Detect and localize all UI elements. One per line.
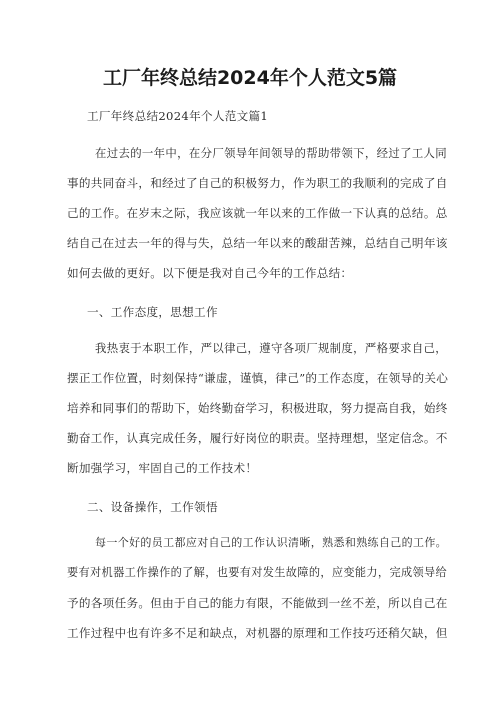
paragraph-line: 摆正工作位置，时刻保持“谦虚，谨慎，律己”的工作态度，在领导的关心 — [67, 371, 449, 385]
paragraph-line: 予的各项任务。但由于自己的能力有限，不能做到一丝不差，所以自己在 — [67, 596, 448, 610]
document-title: 工厂年终总结2024年个人范文5篇 — [102, 67, 398, 89]
paragraph-line: 如何去做的更好。以下便是我对自己今年的工作总结： — [67, 266, 353, 280]
paragraph-line: 结自己在过去一年的得与失，总结一年以来的酸甜苦辣，总结自己明年该 — [67, 236, 448, 250]
paragraph-line: 我热衷于本职工作，严以律己，遵守各项厂规制度，严格要求自己， — [95, 341, 447, 355]
paragraph-line: 断加强学习，牢固自己的工作技术！ — [67, 461, 258, 475]
section-heading: 二、设备操作，工作领悟 — [87, 500, 218, 514]
paragraph-line: 培养和同事们的帮助下，始终勤奋学习，积极进取，努力提高自我，始终 — [67, 401, 448, 415]
paragraph-line: 勤奋工作，认真完成任务，履行好岗位的职责。坚持理想，坚定信念。不 — [67, 431, 448, 445]
document-subtitle: 工厂年终总结2024年个人范文篇1 — [87, 109, 269, 123]
paragraph-line: 每一个好的员工都应对自己的工作认识清晰，熟悉和熟练自己的工作。 — [95, 536, 447, 549]
paragraph-line: 工作过程中也有许多不足和缺点，对机器的原理和工作技巧还稍欠缺，但 — [67, 626, 448, 640]
paragraph-line: 己的工作。在岁末之际，我应该就一年以来的工作做一下认真的总结。总 — [67, 206, 448, 220]
paragraph-line: 在过去的一年中，在分厂领导年间领导的帮助带领下，经过了工人同 — [95, 146, 447, 160]
section-heading: 一、工作态度，思想工作 — [87, 305, 218, 319]
paragraph-line: 要有对机器工作操作的了解，也要有对发生故障的，应变能力，完成领导给 — [67, 566, 447, 579]
paragraph-line: 事的共同奋斗，和经过了自己的积极努力，作为职工的我顺利的完成了自 — [67, 176, 448, 190]
